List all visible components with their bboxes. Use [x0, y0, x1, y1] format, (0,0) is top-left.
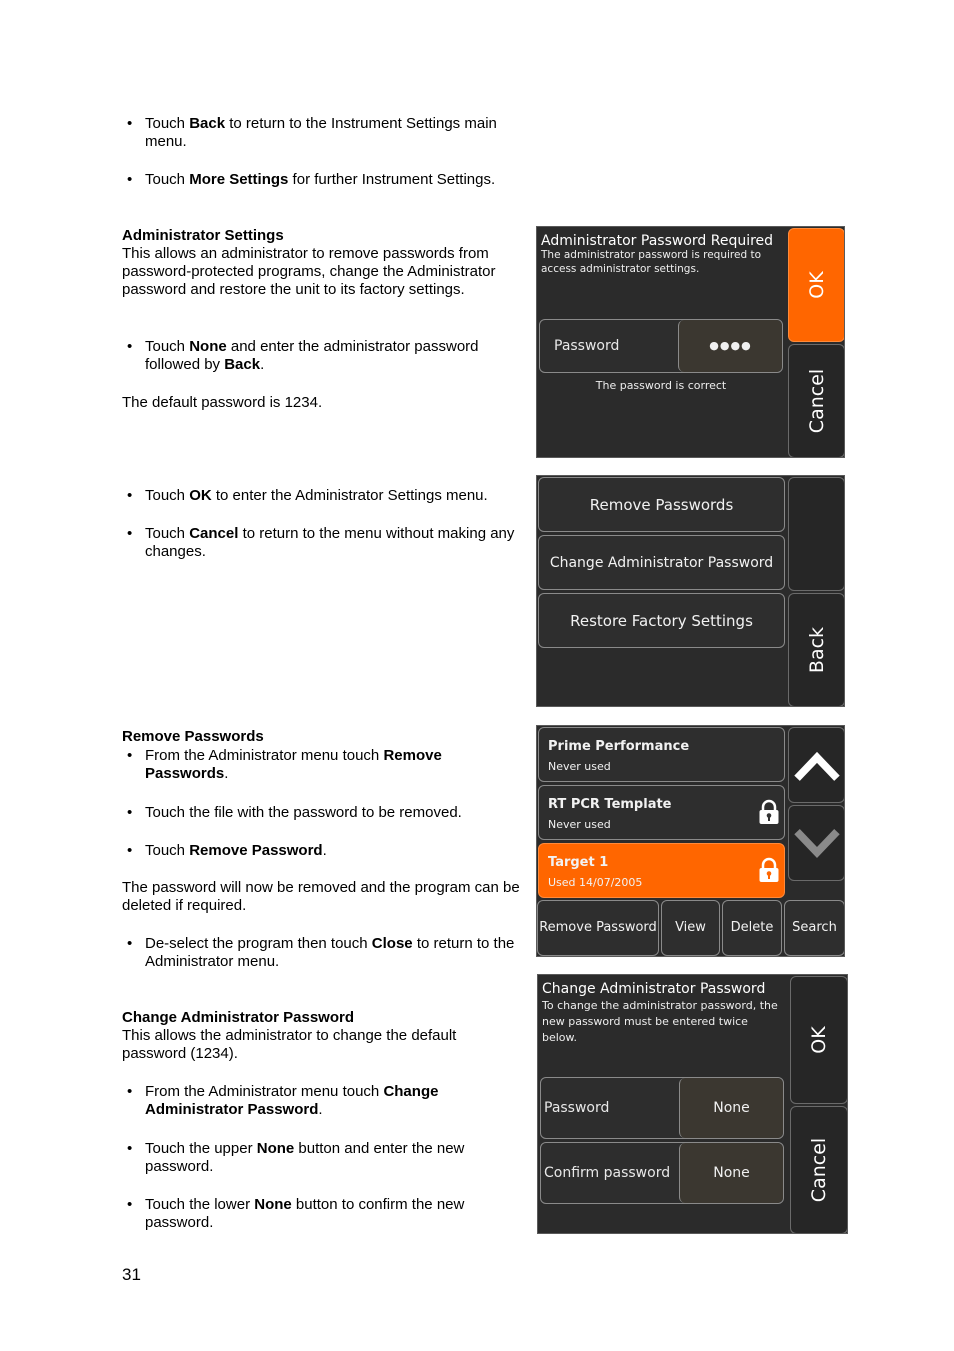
- view-button[interactable]: View: [661, 900, 720, 956]
- back-label: Back: [805, 626, 828, 674]
- file-used: Never used: [548, 760, 611, 773]
- bullet-dot: •: [127, 171, 133, 188]
- removed-paragraph: The password will now be removed and the program can be deleted if required.: [122, 879, 520, 914]
- password-none-button[interactable]: None: [679, 1078, 783, 1138]
- chevron-up-icon: [793, 746, 841, 784]
- admin-settings-heading: Administrator Settings: [122, 227, 284, 244]
- cancel-label: Cancel: [805, 368, 828, 434]
- file-item[interactable]: [538, 727, 785, 782]
- blank-side-button: [788, 477, 845, 591]
- password-field[interactable]: [539, 319, 783, 373]
- scroll-down-button[interactable]: [788, 805, 845, 881]
- file-name: RT PCR Template: [548, 797, 672, 812]
- bullet-more-settings: • Touch More Settings for further Instrument Settings.: [127, 171, 496, 188]
- bullet-dot: •: [127, 115, 133, 132]
- password-status: The password is correct: [595, 379, 727, 392]
- search-button[interactable]: Search: [784, 900, 845, 956]
- file-name: Target 1: [548, 855, 609, 870]
- bullet-dot: •: [127, 1083, 133, 1100]
- file-item-selected[interactable]: [538, 843, 785, 898]
- admin-menu-screen: [536, 475, 845, 707]
- confirm-password-label: Confirm password: [544, 1165, 671, 1181]
- scroll-up-button[interactable]: [788, 727, 845, 803]
- bullet-touch-file: • Touch the file with the password to be removed.: [127, 804, 462, 821]
- cancel-button[interactable]: [788, 344, 845, 458]
- bullet-dot: •: [127, 935, 133, 952]
- file-used: Used 14/07/2005: [548, 876, 643, 889]
- bullet-back: • Touch Back to return to the Instrument Settings main menu.: [127, 115, 497, 150]
- password-label: Password: [544, 1100, 610, 1116]
- screen-title: Administrator Password Required: [541, 233, 774, 249]
- bullet-remove-menu: • From the Administrator menu touch Remove Passwords.: [127, 747, 442, 782]
- bullet-lower-none: • Touch the lower None button to confirm the new password.: [127, 1196, 465, 1231]
- bullet-dot: •: [127, 747, 133, 764]
- bullet-dot: •: [127, 487, 133, 504]
- password-label: Password: [554, 338, 620, 354]
- new-password-field[interactable]: [540, 1077, 784, 1139]
- admin-settings-paragraph: This allows an administrator to remove passwords from password-protected programs, change the Administrator password and restore the unit to its factory settings.: [122, 245, 496, 298]
- bullet-change-menu: • From the Administrator menu touch Change Administrator Password.: [127, 1083, 439, 1118]
- screen-title: Change Administrator Password: [542, 981, 766, 997]
- change-password-screen: [537, 974, 848, 1234]
- page-number: 31: [122, 1265, 141, 1284]
- cancel-button[interactable]: [790, 1106, 848, 1234]
- file-item[interactable]: [538, 785, 785, 840]
- bullet-cancel: • Touch Cancel to return to the menu without making any changes.: [127, 525, 515, 560]
- bullet-dot: •: [127, 1140, 133, 1157]
- change-password-heading: Change Administrator Password: [122, 1009, 354, 1026]
- confirm-password-field[interactable]: [540, 1142, 784, 1204]
- file-used: Never used: [548, 818, 611, 831]
- remove-passwords-button[interactable]: Remove Passwords: [538, 477, 785, 532]
- bullet-none: • Touch None and enter the administrator password followed by Back.: [127, 338, 479, 373]
- bullet-ok: • Touch OK to enter the Administrator Settings menu.: [127, 487, 488, 504]
- screen-subtitle: The administrator password is required to access administrator settings.: [541, 249, 762, 275]
- screen-subtitle: To change the administrator password, the new password must be entered twice below.: [542, 999, 778, 1044]
- change-admin-password-button[interactable]: Change Administrator Password: [538, 535, 785, 590]
- back-button[interactable]: [788, 593, 845, 707]
- cancel-label: Cancel: [808, 1137, 830, 1203]
- lock-icon: [758, 857, 780, 883]
- delete-button[interactable]: Delete: [722, 900, 782, 956]
- admin-password-screen: [536, 226, 845, 458]
- ok-button[interactable]: [790, 976, 848, 1104]
- ok-button[interactable]: [788, 228, 845, 342]
- bullet-dot: •: [127, 525, 133, 542]
- restore-factory-settings-button[interactable]: Restore Factory Settings: [538, 593, 785, 648]
- bullet-dot: •: [127, 804, 133, 821]
- bullet-remove-password: • Touch Remove Password.: [127, 842, 327, 859]
- bullet-deselect: • De-select the program then touch Close to return to the Administrator menu.: [127, 935, 515, 970]
- ok-label: OK: [808, 1026, 830, 1054]
- change-password-paragraph: This allows the administrator to change the default password (1234).: [122, 1027, 457, 1062]
- file-name: Prime Performance: [548, 739, 690, 754]
- bullet-dot: •: [127, 1196, 133, 1213]
- bullet-dot: •: [127, 842, 133, 859]
- lock-icon: [758, 799, 780, 825]
- password-value-button[interactable]: ●●●●: [678, 320, 782, 372]
- remove-passwords-heading: Remove Passwords: [122, 728, 264, 745]
- bullet-dot: •: [127, 338, 133, 355]
- remove-password-button[interactable]: Remove Password: [537, 900, 659, 956]
- ok-label: OK: [805, 271, 828, 299]
- chevron-down-icon: [793, 824, 841, 862]
- bullet-upper-none: • Touch the upper None button and enter the new password.: [127, 1140, 465, 1175]
- confirm-none-button[interactable]: None: [679, 1143, 783, 1203]
- default-password-text: The default password is 1234.: [122, 394, 323, 411]
- remove-passwords-screen: [536, 725, 845, 957]
